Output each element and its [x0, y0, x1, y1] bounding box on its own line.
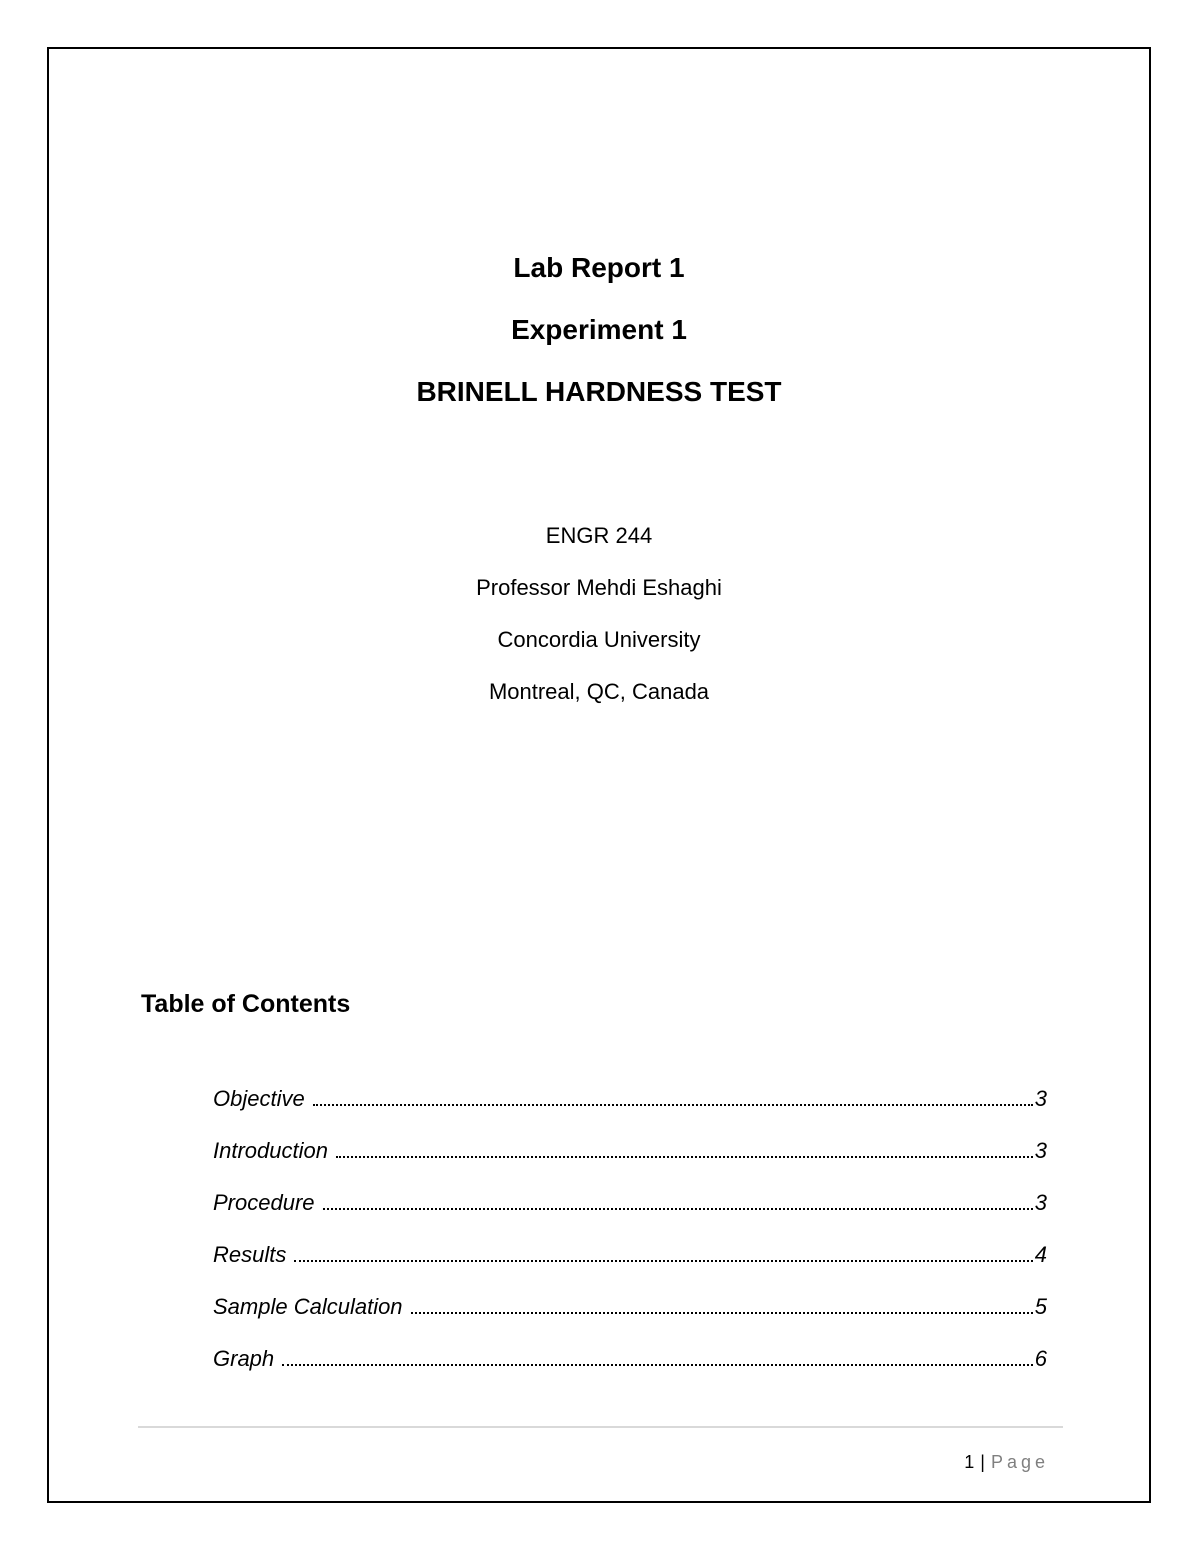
footer-page-word: Page [990, 1452, 1049, 1472]
toc-list [213, 1086, 1047, 1398]
toc-dot-leader [323, 1208, 1033, 1210]
toc-entry-page: 3 [1034, 1190, 1047, 1215]
toc-entry-results[interactable] [213, 1242, 1047, 1294]
toc-entry-graph[interactable] [213, 1346, 1047, 1398]
toc-entry-label: Sample Calculation [213, 1294, 403, 1319]
toc-entry-label: Introduction [213, 1138, 328, 1163]
toc-entry-page: 5 [1034, 1294, 1047, 1319]
footer-separator: | [980, 1452, 985, 1472]
test-title: BRINELL HARDNESS TEST [416, 376, 782, 407]
toc-entry-page: 4 [1034, 1242, 1047, 1267]
report-title: Lab Report 1 [513, 252, 685, 283]
footer-page-digit: 1 [964, 1452, 975, 1472]
toc-heading: Table of Contents [141, 990, 351, 1018]
toc-entry-introduction[interactable] [213, 1138, 1047, 1190]
toc-entry-page: 6 [1034, 1346, 1047, 1371]
location: Montreal, QC, Canada [488, 679, 710, 704]
toc-entry-procedure[interactable] [213, 1190, 1047, 1242]
toc-entry-label: Graph [213, 1346, 275, 1371]
toc-dot-leader [294, 1260, 1032, 1262]
toc-dot-leader [411, 1312, 1033, 1314]
footer-rule [138, 1426, 1063, 1428]
toc-dot-leader [282, 1364, 1033, 1366]
professor-name: Professor Mehdi Eshaghi [476, 575, 722, 600]
university-name: Concordia University [497, 627, 701, 652]
toc-dot-leader [313, 1104, 1033, 1106]
toc-entry-sample-calculation[interactable] [213, 1294, 1047, 1346]
toc-entry-label: Results [213, 1242, 287, 1267]
toc-entry-objective[interactable] [213, 1086, 1047, 1138]
toc-dot-leader [336, 1156, 1033, 1158]
experiment-title: Experiment 1 [511, 314, 687, 345]
toc-entry-page: 3 [1034, 1086, 1047, 1111]
footer-page-number [964, 1452, 1049, 1473]
toc-entry-label: Procedure [213, 1190, 315, 1215]
toc-entry-label: Objective [213, 1086, 305, 1111]
course-code: ENGR 244 [545, 523, 653, 548]
toc-entry-page: 3 [1034, 1138, 1047, 1163]
